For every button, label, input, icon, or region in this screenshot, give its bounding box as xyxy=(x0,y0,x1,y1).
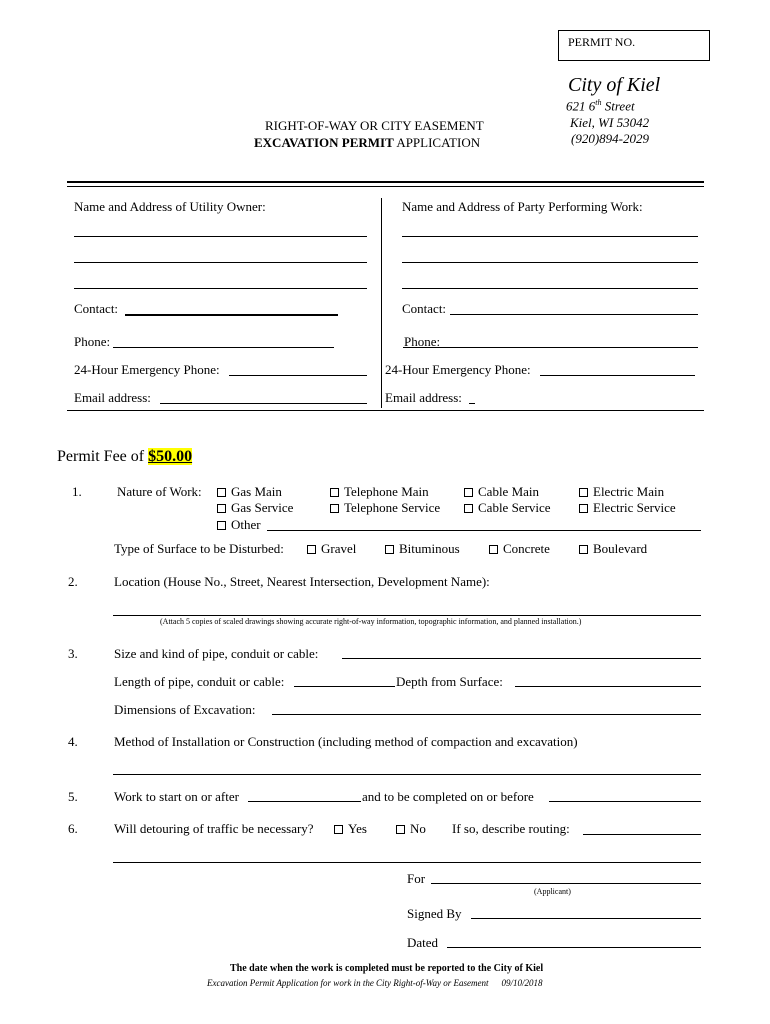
telephone-service-label: Telephone Service xyxy=(344,500,441,515)
item-4-number: 4. xyxy=(68,734,78,749)
owner-contact-label: Contact: xyxy=(74,301,119,316)
form-title-bold: EXCAVATION PERMIT xyxy=(254,135,394,150)
street-name: Street xyxy=(601,98,635,114)
city-phone: (920)894-2029 xyxy=(571,131,649,146)
option-detour-yes[interactable] xyxy=(334,821,367,837)
checkbox-detour-no[interactable] xyxy=(396,825,405,834)
dated-field[interactable] xyxy=(447,947,701,948)
signed-by-field[interactable] xyxy=(471,918,701,919)
complete-date-field[interactable] xyxy=(549,801,701,802)
checkbox-gravel[interactable] xyxy=(307,545,316,554)
column-divider xyxy=(381,198,382,408)
city-address-line: Kiel, WI 53042 xyxy=(570,115,650,130)
cable-main-label: Cable Main xyxy=(478,484,540,499)
routing-label: If so, describe routing: xyxy=(452,821,570,836)
item-2-number: 2. xyxy=(68,574,78,589)
permit-number-label: PERMIT NO. xyxy=(568,35,636,49)
pipe-size-label: Size and kind of pipe, conduit or cable: xyxy=(114,646,319,661)
gas-service-label: Gas Service xyxy=(231,500,294,515)
header-rule-thin xyxy=(67,186,704,187)
party-email-field[interactable] xyxy=(469,403,475,404)
option-bituminous[interactable] xyxy=(385,541,460,557)
party-phone-field[interactable] xyxy=(403,347,698,348)
item-1-number: 1. xyxy=(72,484,82,499)
checkbox-concrete[interactable] xyxy=(489,545,498,554)
complete-date-label: and to be completed on or before xyxy=(362,789,534,804)
bituminous-label: Bituminous xyxy=(399,541,460,556)
surface-type-label: Type of Surface to be Disturbed: xyxy=(114,541,284,556)
party-phone-label: Phone: xyxy=(404,334,441,349)
method-field[interactable] xyxy=(113,774,701,775)
owner-emergency-field[interactable] xyxy=(229,375,367,376)
form-footer-date: 09/10/2018 xyxy=(501,978,543,988)
utility-owner-line-1[interactable] xyxy=(74,236,367,237)
owner-email-label: Email address: xyxy=(74,390,151,405)
detour-label: Will detouring of traffic be necessary? xyxy=(114,821,314,836)
method-label: Method of Installation or Construction (including method of compaction and excavation) xyxy=(114,734,578,749)
form-title-rest: APPLICATION xyxy=(393,135,481,150)
applicant-field[interactable] xyxy=(431,883,701,884)
option-gravel[interactable] xyxy=(307,541,356,557)
dated-label: Dated xyxy=(407,935,439,950)
party-emergency-field[interactable] xyxy=(540,375,695,376)
drawings-note: (Attach 5 copies of scaled drawings showing accurate right-of-way information, topographic information, and planned installation.) xyxy=(160,617,582,626)
dimensions-label: Dimensions of Excavation: xyxy=(114,702,256,717)
city-street-address xyxy=(566,98,635,114)
utility-owner-line-2[interactable] xyxy=(74,262,367,263)
start-date-label: Work to start on or after xyxy=(114,789,239,804)
permit-fee-amount: $50.00 xyxy=(148,448,193,465)
utility-owner-heading: Name and Address of Utility Owner: xyxy=(74,199,266,214)
party-emergency-label: 24-Hour Emergency Phone: xyxy=(385,362,531,377)
form-title-line2 xyxy=(254,135,480,151)
permit-fee xyxy=(57,448,192,466)
checkbox-bituminous[interactable] xyxy=(385,545,394,554)
for-label: For xyxy=(407,871,426,886)
option-detour-no[interactable] xyxy=(396,821,426,837)
party-email-label: Email address: xyxy=(385,390,462,405)
signed-by-label: Signed By xyxy=(407,906,462,921)
permit-fee-label: Permit Fee of xyxy=(57,448,149,465)
gravel-label: Gravel xyxy=(321,541,357,556)
option-telephone-main[interactable] xyxy=(330,484,429,500)
option-electric-service[interactable] xyxy=(579,500,676,516)
detour-no-label: No xyxy=(410,821,426,836)
checkbox-telephone-main[interactable] xyxy=(330,488,339,497)
routing-field-2[interactable] xyxy=(113,862,701,863)
owner-section-rule xyxy=(67,410,704,411)
dimensions-field[interactable] xyxy=(272,714,701,715)
nature-of-work-label: Nature of Work: xyxy=(117,484,202,499)
checkbox-gas-main[interactable] xyxy=(217,488,226,497)
option-other[interactable] xyxy=(217,517,261,533)
checkbox-electric-main[interactable] xyxy=(579,488,588,497)
item-5-number: 5. xyxy=(68,789,78,804)
pipe-length-label: Length of pipe, conduit or cable: xyxy=(114,674,285,689)
checkbox-other[interactable] xyxy=(217,521,226,530)
applicant-note: (Applicant) xyxy=(534,887,571,896)
performing-party-line-1[interactable] xyxy=(402,236,698,237)
item-3-number: 3. xyxy=(68,646,78,661)
location-field[interactable] xyxy=(113,615,701,616)
party-contact-label: Contact: xyxy=(402,301,447,316)
owner-email-field[interactable] xyxy=(160,403,367,404)
utility-owner-line-3[interactable] xyxy=(74,288,367,289)
option-telephone-service[interactable] xyxy=(330,500,440,516)
permit-number-box[interactable] xyxy=(558,30,710,61)
performing-party-line-3[interactable] xyxy=(402,288,698,289)
gas-main-label: Gas Main xyxy=(231,484,282,499)
depth-label: Depth from Surface: xyxy=(396,674,503,689)
pipe-size-field[interactable] xyxy=(342,658,701,659)
option-concrete[interactable] xyxy=(489,541,550,557)
option-cable-main[interactable] xyxy=(464,484,539,500)
option-cable-service[interactable] xyxy=(464,500,551,516)
electric-main-label: Electric Main xyxy=(593,484,665,499)
checkbox-gas-service[interactable] xyxy=(217,504,226,513)
pipe-length-field[interactable] xyxy=(294,686,395,687)
party-contact-field[interactable] xyxy=(450,314,698,315)
form-footer xyxy=(207,978,542,988)
option-electric-main[interactable] xyxy=(579,484,664,500)
checkbox-electric-service[interactable] xyxy=(579,504,588,513)
street-suffix: th xyxy=(595,98,602,107)
option-boulevard[interactable] xyxy=(579,541,647,557)
cable-service-label: Cable Service xyxy=(478,500,551,515)
checkbox-boulevard[interactable] xyxy=(579,545,588,554)
form-title-line1: RIGHT-OF-WAY OR CITY EASEMENT xyxy=(265,118,484,133)
location-label: Location (House No., Street, Nearest Intersection, Development Name): xyxy=(114,574,490,589)
owner-emergency-label: 24-Hour Emergency Phone: xyxy=(74,362,220,377)
checkbox-telephone-service[interactable] xyxy=(330,504,339,513)
owner-phone-label: Phone: xyxy=(74,334,111,349)
performing-party-heading: Name and Address of Party Performing Work: xyxy=(402,199,643,214)
checkbox-cable-service[interactable] xyxy=(464,504,473,513)
street-number: 621 6 xyxy=(566,98,596,114)
performing-party-line-2[interactable] xyxy=(402,262,698,263)
detour-yes-label: Yes xyxy=(348,821,367,836)
header-rule-thick xyxy=(67,181,704,183)
form-footer-name: Excavation Permit Application for work in the City Right-of-Way or Easement xyxy=(207,978,489,988)
start-date-field[interactable] xyxy=(248,801,361,802)
depth-field[interactable] xyxy=(515,686,701,687)
telephone-main-label: Telephone Main xyxy=(344,484,429,499)
electric-service-label: Electric Service xyxy=(593,500,676,515)
checkbox-detour-yes[interactable] xyxy=(334,825,343,834)
completion-notice: The date when the work is completed must be reported to the City of Kiel xyxy=(230,963,544,974)
owner-phone-field[interactable] xyxy=(113,347,334,348)
checkbox-cable-main[interactable] xyxy=(464,488,473,497)
other-field[interactable] xyxy=(267,530,701,531)
routing-field[interactable] xyxy=(583,834,701,835)
concrete-label: Concrete xyxy=(503,541,550,556)
option-gas-main[interactable] xyxy=(217,484,282,500)
boulevard-label: Boulevard xyxy=(593,541,648,556)
option-gas-service[interactable] xyxy=(217,500,293,516)
owner-contact-field[interactable] xyxy=(125,314,338,316)
city-name: City of Kiel xyxy=(568,74,661,96)
item-6-number: 6. xyxy=(68,821,78,836)
other-label: Other xyxy=(231,517,261,532)
